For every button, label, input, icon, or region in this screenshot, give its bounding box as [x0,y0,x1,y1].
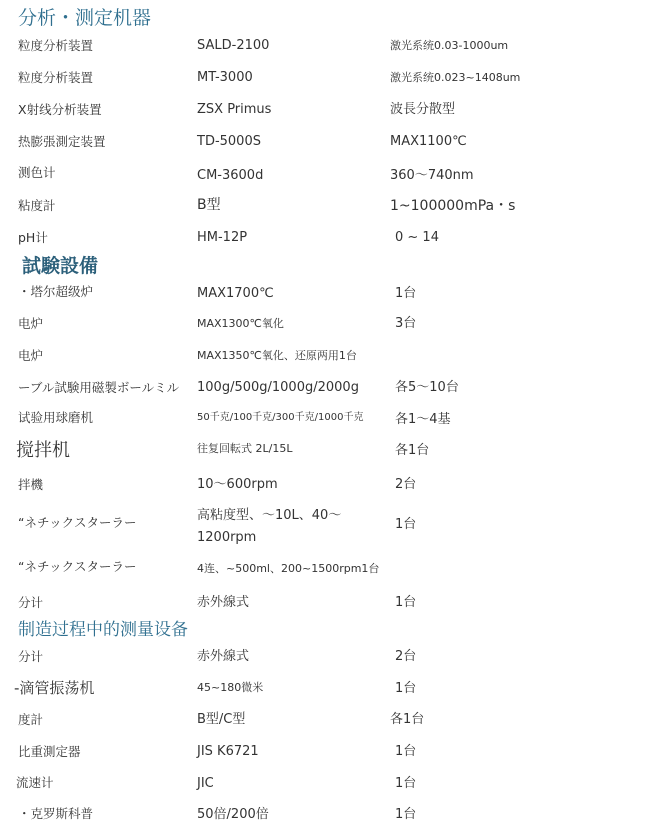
table-row [0,648,648,676]
table-row [0,379,648,407]
equipment-spec: 1~100000mPa・s [390,198,516,214]
equipment-name: 搅拌机 [16,440,70,461]
table-row [0,133,648,161]
equipment-model: ZSX Primus [197,102,272,117]
equipment-name: 度計 [18,712,44,727]
table-row [0,69,648,97]
table-row [0,37,648,65]
section-title-analysis: 分析・测定机器 [18,7,152,29]
equipment-spec: 360～740nm [390,168,474,183]
table-row [0,315,648,343]
table-row [0,101,648,129]
equipment-name: 电炉 [18,316,44,331]
equipment-name: ・塔尔超级炉 [18,284,94,299]
equipment-spec: 激光系统0.03-1000um [390,39,509,52]
equipment-model: 50倍/200倍 [197,807,269,822]
equipment-model: 100g/500g/1000g/2000g [197,380,359,395]
table-row [0,476,648,504]
equipment-name: 流速计 [16,775,54,790]
equipment-spec: 0 ~ 14 [395,230,439,245]
equipment-spec: 激光系统0.023~1408um [390,71,521,84]
equipment-spec: 1台 [395,807,417,822]
equipment-spec: 1台 [395,286,417,301]
equipment-model: MAX1350℃氧化、还原两用1台 [197,349,357,362]
equipment-name: 试验用球磨机 [18,410,94,425]
equipment-model: B型 [197,197,221,213]
equipment-model: CM-3600d [197,168,264,183]
equipment-name: pH计 [18,230,48,245]
equipment-name: 测色计 [18,165,56,180]
equipment-model: 往复回転式 2L/15L [197,442,293,455]
table-row [0,505,648,551]
table-row [0,774,648,802]
table-row [0,229,648,257]
table-row [0,283,648,311]
equipment-name: 拌機 [18,477,44,492]
equipment-model: MT-3000 [197,70,253,85]
table-row [0,347,648,375]
equipment-model: MAX1300℃氧化 [197,317,284,330]
equipment-spec: 各1台 [390,712,425,727]
table-row [0,164,648,192]
equipment-name: 粘度計 [18,198,56,213]
table-row [0,197,648,225]
equipment-name: 分计 [18,649,44,664]
equipment-name: “ネチックスターラー [18,515,137,530]
equipment-model: TD-5000S [197,134,261,149]
equipment-spec: 2台 [395,649,417,664]
equipment-model: MAX1700℃ [197,286,274,301]
equipment-spec: 波長分散型 [390,102,456,117]
table-row [0,440,648,468]
equipment-name: X射线分析装置 [18,102,102,117]
equipment-name: ・克罗斯科普 [18,806,94,821]
equipment-model: JIS K6721 [197,744,259,759]
equipment-model: 50千克/100千克/300千克/1000千克 [197,412,364,423]
equipment-spec: MAX1100℃ [390,134,467,149]
equipment-spec: 1台 [395,517,417,532]
table-row [0,409,648,437]
equipment-model: 45~180微米 [197,681,264,694]
equipment-model: 10～600rpm [197,477,278,492]
equipment-model: B型/C型 [197,712,246,727]
equipment-spec: 1台 [395,681,417,696]
table-row [0,558,648,586]
equipment-name: “ネチックスターラー [18,559,137,574]
equipment-name: 粒度分析装置 [18,70,94,85]
equipment-spec: 3台 [395,316,417,331]
equipment-model: 赤外線式 [197,595,250,610]
table-row [0,743,648,771]
equipment-spec: 各1～4基 [395,412,451,427]
equipment-name: 分计 [18,595,44,610]
equipment-name: 热膨張測定装置 [18,134,106,149]
equipment-name: 电炉 [18,348,44,363]
equipment-spec: 1台 [395,744,417,759]
table-row [0,711,648,739]
equipment-name: 粒度分析装置 [18,38,94,53]
equipment-model: SALD-2100 [197,38,270,53]
equipment-model: JIC [197,776,214,791]
section-title-test-equipment: 試験設備 [22,255,99,277]
table-row [0,678,648,706]
equipment-spec: 各1台 [395,443,430,458]
equipment-spec: 1台 [395,776,417,791]
equipment-name: ーブル試験用磁製ボールミル [18,380,180,395]
equipment-model: 赤外線式 [197,649,250,664]
equipment-name: 比重測定器 [18,744,81,759]
equipment-spec: 1台 [395,595,417,610]
section-title-process-measurement: 制造过程中的测量设备 [18,620,188,640]
equipment-spec: 2台 [395,477,417,492]
table-row [0,805,648,833]
equipment-spec: 各5～10台 [395,380,459,395]
equipment-name: -滴管振荡机 [14,679,95,697]
equipment-model: HM-12P [197,230,248,245]
equipment-model: 4连、~500ml、200~1500rpm1台 [197,562,380,575]
equipment-model: 高粘度型、～10L、40～1200rpm [197,508,342,545]
